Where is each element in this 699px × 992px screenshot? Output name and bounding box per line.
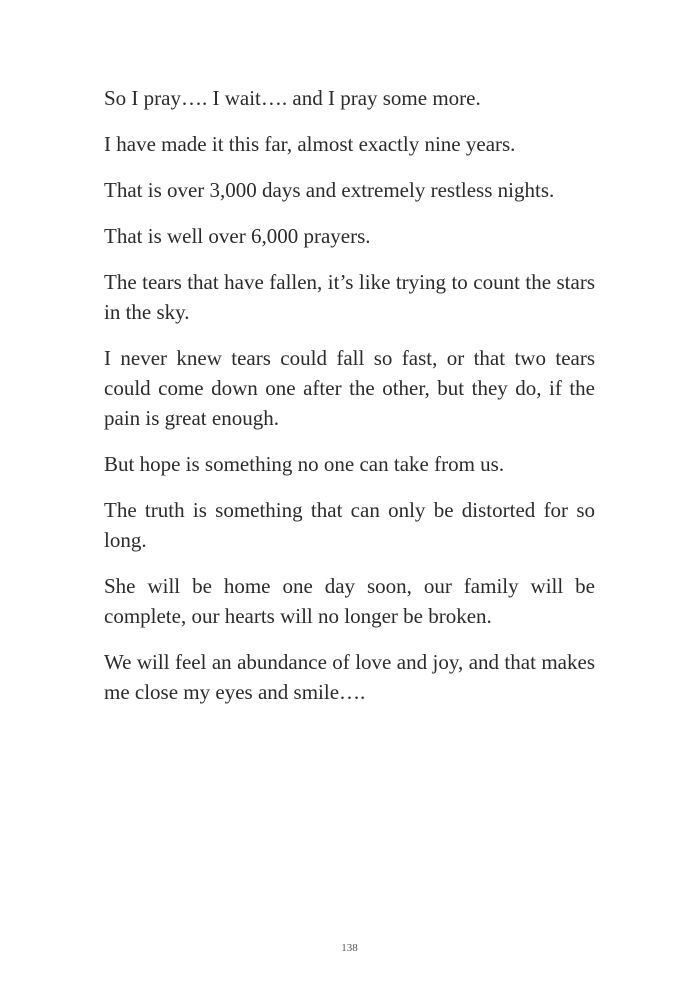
paragraph-9: She will be home one day soon, our family will be complete, our hearts will no longer be broken. — [104, 574, 595, 628]
paragraph-3: That is over 3,000 days and extremely restless nights. — [104, 178, 555, 202]
body-text — [104, 83, 595, 723]
paragraph-6: I never knew tears could fall so fast, or that two tears could come down one after the other, but they do, if the pain is great enough. — [104, 346, 595, 430]
paragraph-7: But hope is something no one can take from us. — [104, 452, 505, 476]
paragraph-8: The truth is something that can only be distorted for so long. — [104, 498, 595, 552]
paragraph-4: That is well over 6,000 prayers. — [104, 224, 371, 248]
paragraph-5: The tears that have fallen, it’s like trying to count the stars in the sky. — [104, 270, 595, 324]
page-number: 138 — [341, 942, 358, 954]
paragraph-2: I have made it this far, almost exactly nine years. — [104, 132, 516, 156]
paragraph-10: We will feel an abundance of love and joy, and that makes me close my eyes and smile…. — [104, 650, 595, 704]
paragraph-1: So I pray…. I wait…. and I pray some more. — [104, 86, 481, 110]
